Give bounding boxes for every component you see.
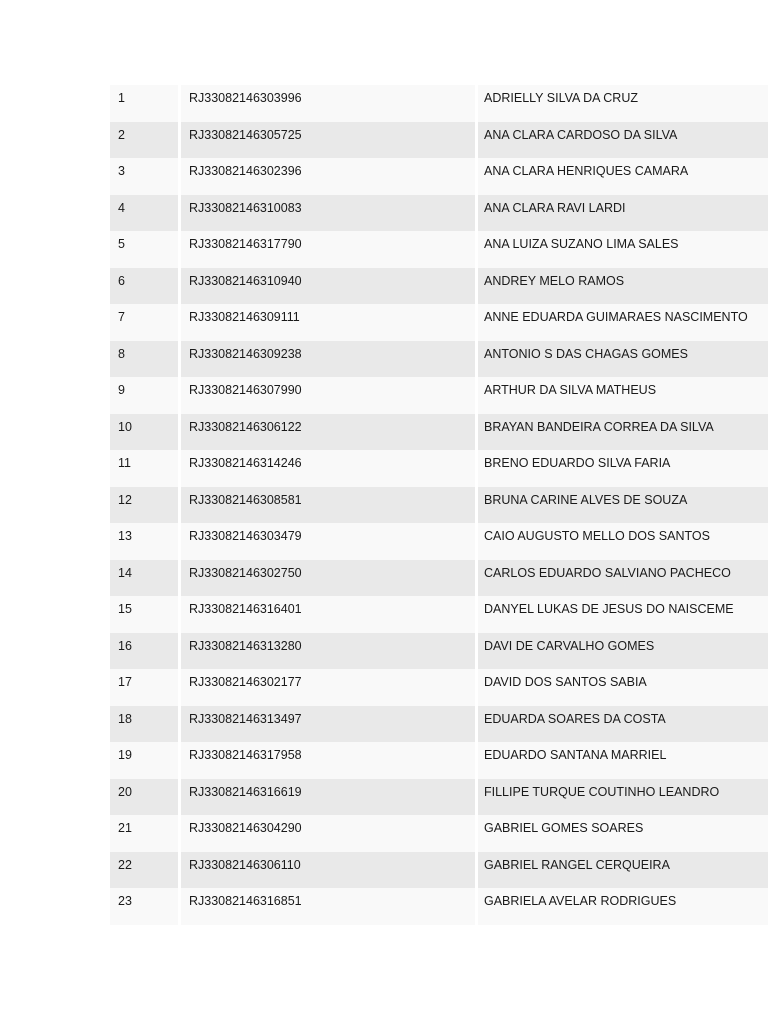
row-number-cell: 1 [110,85,178,122]
table-row [110,815,768,852]
registration-code-cell: RJ33082146310940 [181,268,475,305]
registration-code-cell: RJ33082146303996 [181,85,475,122]
registration-code-cell: RJ33082146306122 [181,414,475,451]
registration-code-cell: RJ33082146302177 [181,669,475,706]
registration-code-cell: RJ33082146316619 [181,779,475,816]
table-row [110,341,768,378]
registration-code-cell: RJ33082146305725 [181,122,475,159]
row-number-cell: 10 [110,414,178,451]
row-number-cell: 12 [110,487,178,524]
student-name-cell: GABRIEL RANGEL CERQUEIRA [478,852,768,889]
row-number-cell: 13 [110,523,178,560]
student-name-cell: ANTONIO S DAS CHAGAS GOMES [478,341,768,378]
table-row [110,450,768,487]
student-name-cell: BRAYAN BANDEIRA CORREA DA SILVA [478,414,768,451]
registration-code-cell: RJ33082146306110 [181,852,475,889]
table-row [110,304,768,341]
student-name-cell: ADRIELLY SILVA DA CRUZ [478,85,768,122]
row-number-cell: 19 [110,742,178,779]
registration-code-cell: RJ33082146313497 [181,706,475,743]
student-name-cell: EDUARDA SOARES DA COSTA [478,706,768,743]
student-name-cell: GABRIELA AVELAR RODRIGUES [478,888,768,925]
table-row [110,633,768,670]
registration-code-cell: RJ33082146302396 [181,158,475,195]
registration-code-cell: RJ33082146309111 [181,304,475,341]
row-number-cell: 3 [110,158,178,195]
row-number-cell: 23 [110,888,178,925]
table-row [110,231,768,268]
student-name-cell: ANA CLARA RAVI LARDI [478,195,768,232]
registration-code-cell: RJ33082146303479 [181,523,475,560]
registration-code-cell: RJ33082146313280 [181,633,475,670]
registration-code-cell: RJ33082146307990 [181,377,475,414]
row-number-cell: 11 [110,450,178,487]
registration-code-cell: RJ33082146317958 [181,742,475,779]
student-name-cell: CAIO AUGUSTO MELLO DOS SANTOS [478,523,768,560]
student-name-cell: ANDREY MELO RAMOS [478,268,768,305]
table-row [110,596,768,633]
row-number-cell: 16 [110,633,178,670]
row-number-cell: 4 [110,195,178,232]
student-name-cell: EDUARDO SANTANA MARRIEL [478,742,768,779]
table-row [110,852,768,889]
student-name-cell: BRENO EDUARDO SILVA FARIA [478,450,768,487]
row-number-cell: 8 [110,341,178,378]
table-row [110,268,768,305]
row-number-cell: 2 [110,122,178,159]
table-row [110,487,768,524]
registration-code-cell: RJ33082146309238 [181,341,475,378]
student-name-cell: ANA LUIZA SUZANO LIMA SALES [478,231,768,268]
table-row [110,377,768,414]
table-row [110,888,768,925]
registration-code-cell: RJ33082146308581 [181,487,475,524]
row-number-cell: 5 [110,231,178,268]
table-row [110,560,768,597]
row-number-cell: 9 [110,377,178,414]
student-name-cell: DANYEL LUKAS DE JESUS DO NAISCEME [478,596,768,633]
registration-code-cell: RJ33082146310083 [181,195,475,232]
registration-code-cell: RJ33082146314246 [181,450,475,487]
student-name-cell: DAVID DOS SANTOS SABIA [478,669,768,706]
row-number-cell: 18 [110,706,178,743]
student-name-cell: ANNE EDUARDA GUIMARAES NASCIMENTO [478,304,768,341]
table-row [110,85,768,122]
row-number-cell: 6 [110,268,178,305]
table-row [110,414,768,451]
row-number-cell: 14 [110,560,178,597]
registration-code-cell: RJ33082146302750 [181,560,475,597]
registration-code-cell: RJ33082146317790 [181,231,475,268]
registration-code-cell: RJ33082146316401 [181,596,475,633]
student-name-cell: CARLOS EDUARDO SALVIANO PACHECO [478,560,768,597]
row-number-cell: 15 [110,596,178,633]
registration-code-cell: RJ33082146316851 [181,888,475,925]
row-number-cell: 20 [110,779,178,816]
row-number-cell: 7 [110,304,178,341]
student-name-cell: ANA CLARA HENRIQUES CAMARA [478,158,768,195]
student-name-cell: DAVI DE CARVALHO GOMES [478,633,768,670]
student-table [110,85,768,925]
table-row [110,742,768,779]
student-name-cell: FILLIPE TURQUE COUTINHO LEANDRO [478,779,768,816]
row-number-cell: 21 [110,815,178,852]
student-name-cell: ARTHUR DA SILVA MATHEUS [478,377,768,414]
row-number-cell: 22 [110,852,178,889]
table-row [110,706,768,743]
student-name-cell: BRUNA CARINE ALVES DE SOUZA [478,487,768,524]
table-row [110,669,768,706]
table-row [110,158,768,195]
table-row [110,779,768,816]
registration-code-cell: RJ33082146304290 [181,815,475,852]
student-name-cell: GABRIEL GOMES SOARES [478,815,768,852]
student-name-cell: ANA CLARA CARDOSO DA SILVA [478,122,768,159]
table-row [110,122,768,159]
table-row [110,523,768,560]
row-number-cell: 17 [110,669,178,706]
table-row [110,195,768,232]
